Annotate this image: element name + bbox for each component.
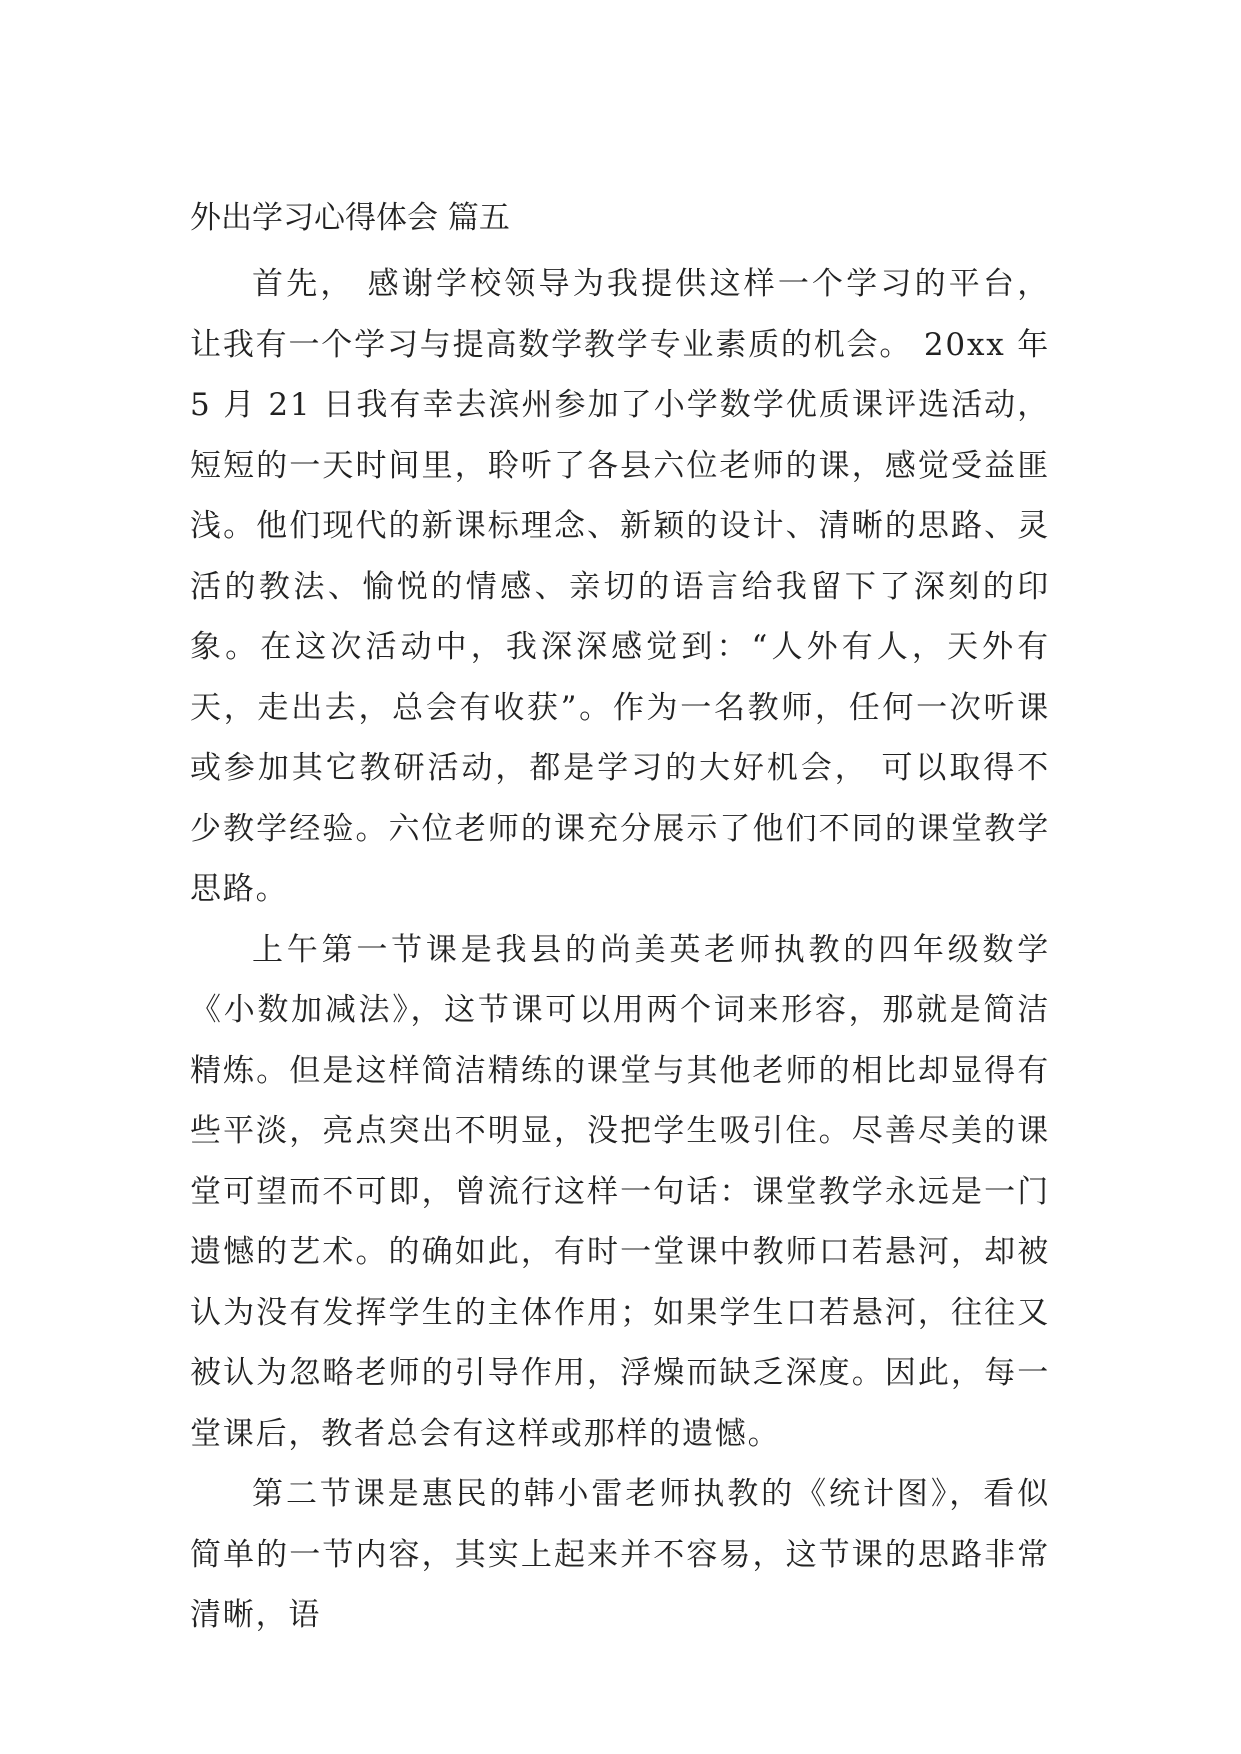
paragraph: 第二节课是惠民的韩小雷老师执教的《统计图》，看似简单的一节内容，其实上起来并不容易，这节课的思路非常清晰，语	[190, 1476, 1050, 1633]
document-title: 外出学习心得体会 篇五	[190, 200, 510, 236]
document-body	[190, 188, 1050, 1646]
paragraph: 上午第一节课是我县的尚美英老师执教的四年级数学《小数加减法》，这节课可以用两个词来形容，那就是简洁精炼。但是这样简洁精练的课堂与其他老师的相比却显得有些平淡，亮点突出不明显，没把学生吸引住。尽善尽美的课堂可望而不可即，曾流行这样一句话：课堂教学永远是一门遗憾的艺术。的确如此，有时一堂课中教师口若悬河，却被认为没有发挥学生的主体作用；如果学生口若悬河，往往又被认为忽略老师的引导作用，浮燥而缺乏深度。因此，每一堂课后，教者总会有这样或那样的遗憾。	[190, 931, 1050, 1452]
paragraph: 首先， 感谢学校领导为我提供这样一个学习的平台，让我有一个学习与提高数学教学专业素质的机会。 20xx 年 5 月 21 日我有幸去滨州参加了小学数学优质课评选活动，短短的一天时间里，聆听了各县六位老师的课，感觉受益匪浅。他们现代的新课标理念、新颖的设计、清晰的思路、灵活的教法、愉悦的情感、亲切的语言给我留下了深刻的印象。在这次活动中，我深深感觉到：“人外有人，天外有天，走出去，总会有收获”。作为一名教师，任何一次听课或参加其它教研活动，都是学习的大好机会， 可以取得不少教学经验。六位老师的课充分展示了他们不同的课堂教学思路。	[190, 266, 1050, 907]
